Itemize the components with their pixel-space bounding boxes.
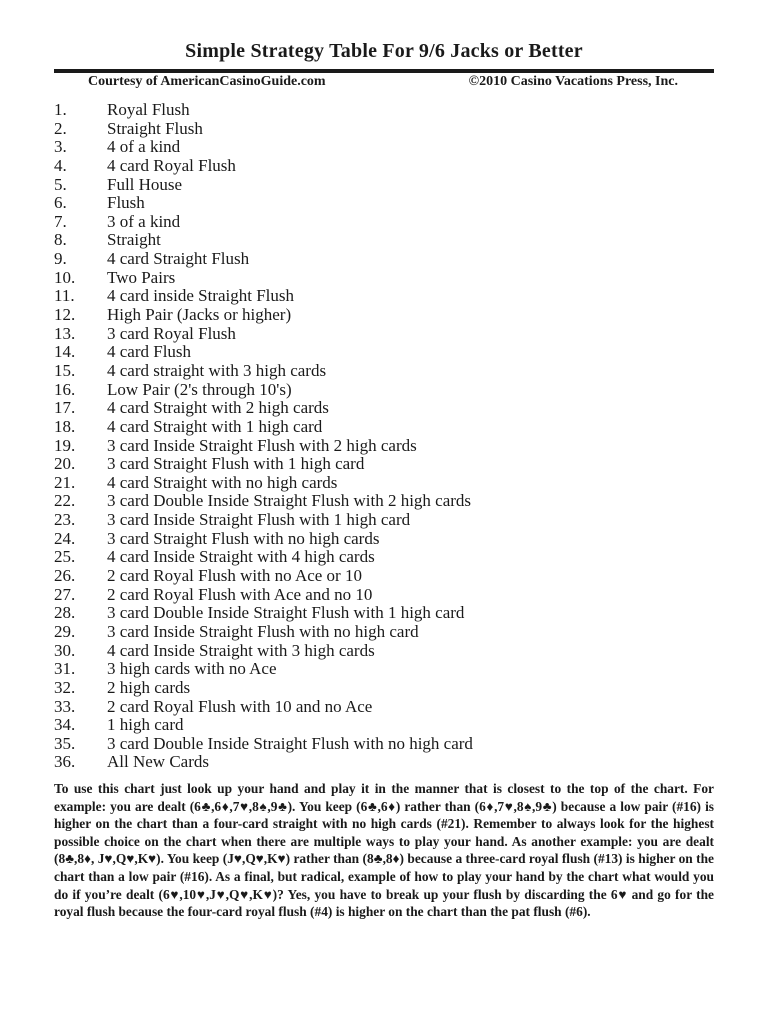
strategy-rank: 33. [54, 696, 76, 716]
strategy-rank: 24. [54, 528, 76, 548]
strategy-hand: 4 card Inside Straight with 3 high cards [107, 640, 375, 660]
strategy-item [54, 120, 473, 139]
strategy-rank: 35. [54, 733, 76, 753]
strategy-hand: 4 card Straight with no high cards [107, 472, 338, 492]
strategy-hand: 3 card Royal Flush [107, 323, 236, 343]
strategy-item [54, 231, 473, 250]
strategy-item [54, 455, 473, 474]
strategy-item [54, 698, 473, 717]
page-title: Simple Strategy Table For 9/6 Jacks or Better [185, 40, 583, 62]
strategy-rank: 6. [54, 193, 67, 213]
strategy-rank: 7. [54, 211, 67, 231]
strategy-item [54, 604, 473, 623]
strategy-hand: Straight Flush [107, 118, 203, 138]
strategy-item [54, 194, 473, 213]
strategy-hand: Flush [107, 193, 145, 213]
strategy-item [54, 474, 473, 493]
strategy-rank: 21. [54, 472, 76, 492]
strategy-item [54, 586, 473, 605]
strategy-hand: 3 card Straight Flush with 1 high card [107, 454, 365, 474]
strategy-item [54, 548, 473, 567]
strategy-hand: 4 card Straight with 1 high card [107, 416, 323, 436]
strategy-rank: 36. [54, 752, 76, 772]
strategy-hand: Two Pairs [107, 267, 176, 287]
strategy-hand: All New Cards [107, 752, 209, 772]
strategy-item [54, 437, 473, 456]
strategy-rank: 18. [54, 416, 76, 436]
strategy-item [54, 381, 473, 400]
strategy-rank: 5. [54, 174, 67, 194]
strategy-rank: 13. [54, 323, 76, 343]
strategy-rank: 25. [54, 547, 76, 567]
strategy-item [54, 325, 473, 344]
strategy-item [54, 250, 473, 269]
courtesy-credit: Courtesy of AmericanCasinoGuide.com [88, 74, 326, 89]
strategy-item [54, 306, 473, 325]
strategy-item [54, 716, 473, 735]
strategy-item [54, 567, 473, 586]
strategy-rank: 14. [54, 342, 76, 362]
strategy-item [54, 623, 473, 642]
strategy-item [54, 213, 473, 232]
strategy-hand: 2 card Royal Flush with Ace and no 10 [107, 584, 373, 604]
explanation-paragraph: To use this chart just look up your hand and play it in the manner that is closest to the top of the chart. For example: you are dealt (6♣,6♦,7♥,8♠,9♣). You keep (6♣,6♦) rather than (6♦,7♥,8♠,9♣) because a low pair (#16) is higher on the chart than a four-card straight with no high cards (#21). Remember to always look for the highest possible choice on the chart when there are multiple ways to play your hand. As another example: you are dealt (8♣,8♦, J♥,Q♥,K♥). You keep (J♥,Q♥,K♥) rather than (8♣,8♦) because a three-card royal flush (#13) is higher on the chart than a low pair (#16). As a final, but radical, example of how to play your hand by the chart what would you do if you’re dealt (6♥,10♥,J♥,Q♥,K♥)? Yes, you have to break up your flush by discarding the 6♥ and go for the royal flush because the four-card royal flush (#4) is higher on the chart than the pat flush (#6). [54, 781, 714, 920]
strategy-item [54, 343, 473, 362]
strategy-rank: 17. [54, 398, 76, 418]
strategy-hand: 3 card Double Inside Straight Flush with 2 high cards [107, 491, 472, 511]
strategy-rank: 2. [54, 118, 67, 138]
copyright-credit: ©2010 Casino Vacations Press, Inc. [468, 74, 678, 89]
strategy-hand: 4 card Straight Flush [107, 249, 250, 269]
strategy-hand: 3 card Inside Straight Flush with no high card [107, 621, 419, 641]
strategy-rank: 23. [54, 510, 76, 530]
strategy-rank: 32. [54, 677, 76, 697]
strategy-rank: 30. [54, 640, 76, 660]
strategy-hand: 3 card Double Inside Straight Flush with 1 high card [107, 603, 465, 623]
strategy-rank: 12. [54, 305, 76, 325]
strategy-hand: 4 card Straight with 2 high cards [107, 398, 329, 418]
strategy-hand: 1 high card [107, 715, 184, 735]
strategy-rank: 4. [54, 155, 67, 175]
strategy-rank: 16. [54, 379, 76, 399]
strategy-rank: 9. [54, 249, 67, 269]
strategy-hand: Royal Flush [107, 100, 190, 119]
strategy-list [54, 101, 473, 772]
strategy-rank: 3. [54, 137, 67, 157]
strategy-item [54, 176, 473, 195]
strategy-hand: 3 card Inside Straight Flush with 1 high card [107, 510, 411, 530]
header-divider [54, 69, 714, 73]
strategy-item [54, 362, 473, 381]
strategy-item [54, 642, 473, 661]
strategy-item [54, 753, 473, 772]
strategy-hand: 3 card Double Inside Straight Flush with no high card [107, 733, 473, 753]
credits-line [88, 74, 678, 90]
strategy-hand: 3 card Straight Flush with no high cards [107, 528, 380, 548]
strategy-rank: 26. [54, 566, 76, 586]
strategy-hand: Straight [107, 230, 161, 250]
strategy-item [54, 735, 473, 754]
strategy-rank: 19. [54, 435, 76, 455]
strategy-hand: 3 high cards with no Ace [107, 659, 277, 679]
strategy-hand: Full House [107, 174, 183, 194]
strategy-rank: 28. [54, 603, 76, 623]
strategy-item [54, 418, 473, 437]
strategy-hand: 4 card Flush [107, 342, 192, 362]
strategy-hand: 2 card Royal Flush with no Ace or 10 [107, 566, 362, 586]
strategy-rank: 15. [54, 360, 76, 380]
strategy-rank: 22. [54, 491, 76, 511]
strategy-item [54, 138, 473, 157]
strategy-item [54, 530, 473, 549]
strategy-item [54, 660, 473, 679]
strategy-hand: 3 card Inside Straight Flush with 2 high cards [107, 435, 417, 455]
strategy-item [54, 287, 473, 306]
strategy-hand: 4 card straight with 3 high cards [107, 360, 327, 380]
strategy-hand: 4 card Inside Straight with 4 high cards [107, 547, 375, 567]
strategy-rank: 31. [54, 659, 76, 679]
strategy-rank: 20. [54, 454, 76, 474]
strategy-hand: 2 high cards [107, 677, 191, 697]
strategy-rank: 1. [54, 100, 67, 119]
strategy-hand: 4 card Royal Flush [107, 155, 236, 175]
strategy-item [54, 269, 473, 288]
strategy-hand: 4 card inside Straight Flush [107, 286, 294, 306]
strategy-hand: 3 of a kind [107, 211, 181, 231]
strategy-hand: 4 of a kind [107, 137, 181, 157]
strategy-hand: High Pair (Jacks or higher) [107, 305, 292, 325]
strategy-item [54, 101, 473, 120]
strategy-item [54, 511, 473, 530]
strategy-rank: 8. [54, 230, 67, 250]
strategy-item [54, 399, 473, 418]
strategy-item [54, 492, 473, 511]
strategy-item [54, 679, 473, 698]
strategy-hand: 2 card Royal Flush with 10 and no Ace [107, 696, 373, 716]
strategy-rank: 34. [54, 715, 76, 735]
strategy-rank: 29. [54, 621, 76, 641]
strategy-item [54, 157, 473, 176]
strategy-rank: 27. [54, 584, 76, 604]
strategy-rank: 10. [54, 267, 76, 287]
strategy-hand: Low Pair (2's through 10's) [107, 379, 292, 399]
strategy-rank: 11. [54, 286, 75, 306]
